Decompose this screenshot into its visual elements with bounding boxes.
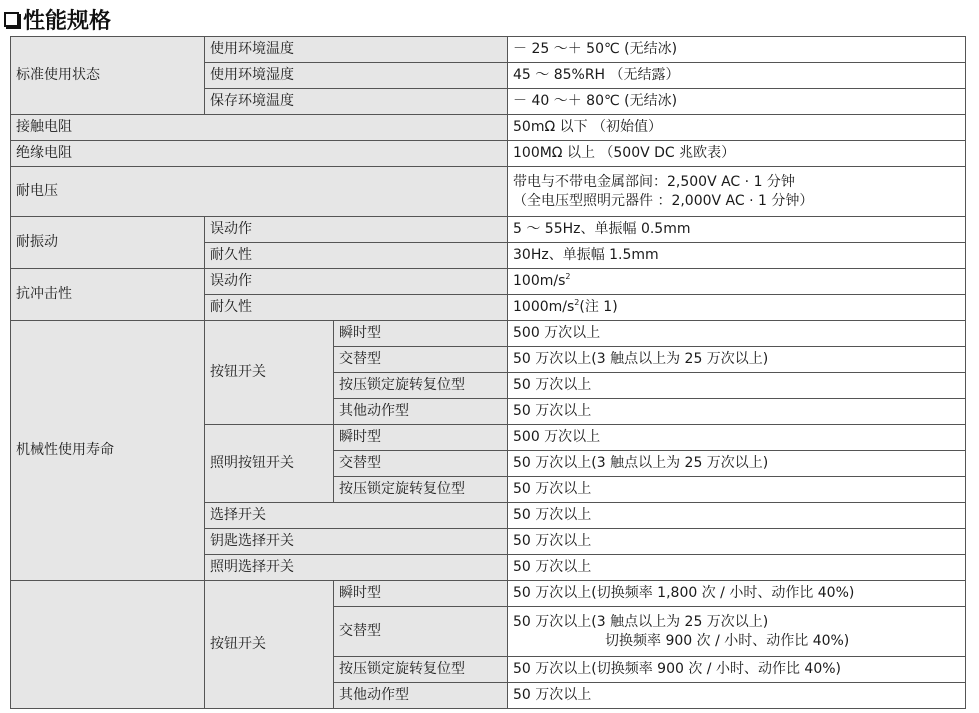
type-cell: 按压锁定旋转复位型 — [334, 477, 508, 503]
category-cell: 耐振动 — [11, 217, 205, 269]
type-cell: 交替型 — [334, 347, 508, 373]
type-cell: 交替型 — [334, 451, 508, 477]
value-line: 带电与不带电金属部间：2,500V AC · 1 分钟 — [513, 173, 795, 190]
subcategory-cell: 钥匙选择开关 — [205, 529, 508, 555]
section-title: 性能规格 — [23, 8, 112, 34]
value-text: 100m/s — [513, 273, 566, 289]
type-cell: 按压锁定旋转复位型 — [334, 373, 508, 399]
category-cell: 接触电阻 — [11, 115, 508, 141]
value-cell: － 40 ～＋ 80℃ (无结冰) — [508, 89, 966, 115]
value-line: 切换频率 900 次 / 小时、动作比 40%) — [605, 632, 850, 649]
type-cell: 交替型 — [334, 607, 508, 657]
category-cell: 机械性使用寿命 — [11, 321, 205, 581]
subcategory-cell: 误动作 — [205, 217, 508, 243]
table-row — [11, 167, 966, 217]
value-cell: 50 万次以上 — [508, 477, 966, 503]
value-suffix: (注 1) — [579, 299, 618, 315]
value-cell: 30Hz、单振幅 1.5mm — [508, 243, 966, 269]
subcategory-cell: 误动作 — [205, 269, 508, 295]
value-cell: 50 万次以上(切换频率 900 次 / 小时、动作比 40%) — [508, 657, 966, 683]
type-cell: 瞬时型 — [334, 581, 508, 607]
value-cell: 50 万次以上 — [508, 373, 966, 399]
subcategory-cell: 保存环境温度 — [205, 89, 508, 115]
value-cell: 50 万次以上(切换频率 1,800 次 / 小时、动作比 40%) — [508, 581, 966, 607]
type-cell: 其他动作型 — [334, 683, 508, 709]
value-cell: 500 万次以上 — [508, 425, 966, 451]
value-cell: 5 ～ 55Hz、单振幅 0.5mm — [508, 217, 966, 243]
value-cell: 50 万次以上 — [508, 555, 966, 581]
type-cell: 其他动作型 — [334, 399, 508, 425]
table-row — [11, 115, 966, 141]
value-cell — [508, 607, 966, 657]
value-text: 1000m/s — [513, 299, 575, 315]
table-row — [11, 321, 966, 347]
category-cell: 标准使用状态 — [11, 37, 205, 115]
table-row — [11, 269, 966, 295]
category-cell: 绝缘电阻 — [11, 141, 508, 167]
value-cell — [508, 295, 966, 321]
type-cell: 瞬时型 — [334, 321, 508, 347]
section-heading — [4, 4, 111, 34]
subcategory-cell: 照明选择开关 — [205, 555, 508, 581]
value-cell: 500 万次以上 — [508, 321, 966, 347]
superscript: 2 — [574, 298, 580, 307]
subcategory-cell: 耐久性 — [205, 243, 508, 269]
table-row — [11, 37, 966, 63]
category-cell — [11, 581, 205, 709]
value-cell: 50 万次以上 — [508, 503, 966, 529]
type-cell: 按压锁定旋转复位型 — [334, 657, 508, 683]
value-cell: 50 万次以上 — [508, 399, 966, 425]
subcategory-cell: 耐久性 — [205, 295, 508, 321]
value-line: 50 万次以上(3 触点以上为 25 万次以上) — [513, 613, 769, 630]
value-cell — [508, 269, 966, 295]
table-row — [11, 217, 966, 243]
subcategory-cell: 使用环境湿度 — [205, 63, 508, 89]
subcategory-cell: 使用环境温度 — [205, 37, 508, 63]
value-cell: 45 ～ 85%RH （无结露） — [508, 63, 966, 89]
value-cell — [508, 167, 966, 217]
value-cell: － 25 ～＋ 50℃ (无结冰) — [508, 37, 966, 63]
checkbox-bullet-icon — [4, 12, 19, 27]
table-row — [11, 581, 966, 607]
superscript: 2 — [565, 272, 571, 281]
table-row — [11, 141, 966, 167]
spec-table — [10, 36, 966, 709]
value-line: （全电压型照明元器件 ：2,000V AC · 1 分钟） — [513, 192, 814, 209]
subcategory-cell: 按钮开关 — [205, 581, 334, 709]
value-cell: 50 万次以上 — [508, 683, 966, 709]
subcategory-cell: 照明按钮开关 — [205, 425, 334, 503]
value-cell: 50 万次以上(3 触点以上为 25 万次以上) — [508, 451, 966, 477]
subcategory-cell: 按钮开关 — [205, 321, 334, 425]
category-cell: 耐电压 — [11, 167, 508, 217]
type-cell: 瞬时型 — [334, 425, 508, 451]
value-cell: 50 万次以上 — [508, 529, 966, 555]
subcategory-cell: 选择开关 — [205, 503, 508, 529]
value-cell: 100MΩ 以上 （500V DC 兆欧表） — [508, 141, 966, 167]
value-cell: 50 万次以上(3 触点以上为 25 万次以上) — [508, 347, 966, 373]
category-cell: 抗冲击性 — [11, 269, 205, 321]
value-cell: 50mΩ 以下 （初始值） — [508, 115, 966, 141]
